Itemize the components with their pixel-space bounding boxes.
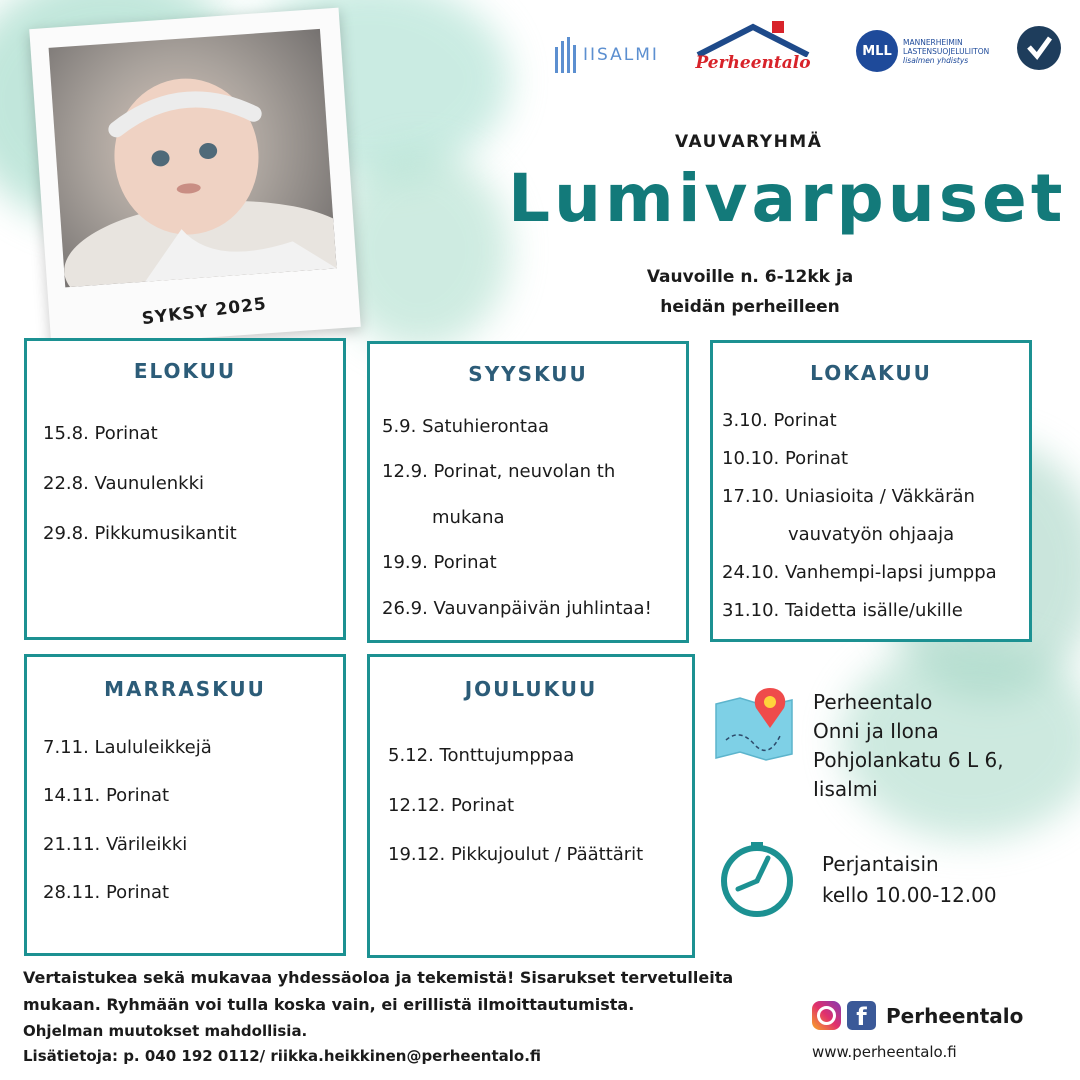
location-line1: Perheentalo bbox=[813, 690, 933, 714]
social-links bbox=[812, 1001, 1023, 1030]
event-item: 26.9. Vauvanpäivän juhlintaa! bbox=[382, 598, 652, 619]
season-caption: SYKSY 2025 bbox=[140, 294, 268, 330]
month-box-syyskuu bbox=[367, 341, 689, 643]
month-heading-joulukuu: JOULUKUU bbox=[464, 677, 598, 701]
month-heading-elokuu: ELOKUU bbox=[133, 359, 237, 383]
iisalmi-emblem-icon bbox=[553, 37, 579, 73]
time-info bbox=[822, 849, 997, 911]
iisalmi-logo bbox=[553, 37, 659, 73]
footer-line2: mukaan. Ryhmään voi tulla koska vain, ei erillistä ilmoittautumista. bbox=[23, 995, 635, 1014]
time-line1: Perjantaisin bbox=[822, 852, 939, 876]
mll-logo bbox=[856, 30, 989, 72]
month-box-joulukuu bbox=[367, 654, 695, 958]
time-line2: kello 10.00-12.00 bbox=[822, 883, 997, 907]
iisalmi-logo-text: IISALMI bbox=[583, 45, 659, 65]
location-line2: Onni ja Ilona bbox=[813, 719, 939, 743]
event-item: 5.12. Tonttujumppaa bbox=[388, 745, 575, 766]
group-type-label: VAUVARYHMÄ bbox=[675, 132, 823, 152]
event-item-continued: mukana bbox=[432, 507, 505, 528]
month-box-marraskuu bbox=[24, 654, 346, 956]
event-item: 22.8. Vaunulenkki bbox=[43, 473, 205, 494]
event-item-continued: vauvatyön ohjaaja bbox=[788, 524, 955, 545]
check-seal-icon bbox=[1016, 25, 1062, 71]
mll-line1: MANNERHEIMIN bbox=[903, 37, 963, 47]
month-heading-syyskuu: SYYSKUU bbox=[468, 362, 588, 386]
footer-line4: Lisätietoja: p. 040 192 0112/ riikka.heikkinen@perheentalo.fi bbox=[23, 1047, 542, 1065]
event-item: 12.9. Porinat, neuvolan th bbox=[382, 461, 616, 482]
event-item: 15.8. Porinat bbox=[43, 423, 158, 444]
location-info bbox=[813, 688, 1004, 804]
event-item: 29.8. Pikkumusikantit bbox=[43, 523, 237, 544]
location-line4: Iisalmi bbox=[813, 777, 878, 801]
house-roof-icon bbox=[694, 21, 812, 57]
event-item: 19.12. Pikkujoulut / Päättärit bbox=[388, 844, 644, 865]
mll-logo-letters: MLL bbox=[862, 43, 892, 59]
mll-logo-text bbox=[903, 38, 989, 65]
month-box-lokakuu bbox=[710, 340, 1032, 642]
event-item: 5.9. Satuhierontaa bbox=[382, 416, 550, 437]
target-audience-line1: Vauvoille n. 6-12kk ja bbox=[646, 267, 854, 287]
event-item: 24.10. Vanhempi-lapsi jumppa bbox=[722, 562, 997, 583]
target-audience bbox=[610, 262, 890, 322]
event-item: 17.10. Uniasioita / Väkkärän bbox=[722, 486, 975, 507]
mll-line2: LASTENSUOJELULIITON bbox=[903, 46, 990, 56]
event-item: 31.10. Taidetta isälle/ukille bbox=[722, 600, 963, 621]
event-item: 28.11. Porinat bbox=[43, 882, 170, 903]
target-audience-line2: heidän perheilleen bbox=[660, 297, 840, 317]
footer-line1: Vertaistukea sekä mukavaa yhdessäoloa ja tekemistä! Sisarukset tervetulleita bbox=[23, 968, 734, 987]
event-item: 19.9. Porinat bbox=[382, 552, 497, 573]
website-link[interactable]: www.perheentalo.fi bbox=[812, 1043, 957, 1061]
perheentalo-logo bbox=[693, 21, 813, 85]
baby-photo bbox=[49, 29, 337, 287]
group-title: Lumivarpuset bbox=[508, 160, 1067, 237]
event-item: 14.11. Porinat bbox=[43, 785, 170, 806]
event-item: 3.10. Porinat bbox=[722, 410, 837, 431]
instagram-icon[interactable] bbox=[812, 1001, 841, 1030]
partner-logos bbox=[548, 25, 1068, 85]
month-heading-lokakuu: LOKAKUU bbox=[810, 361, 932, 385]
month-heading-marraskuu: MARRASKUU bbox=[104, 677, 266, 701]
check-seal-logo bbox=[1016, 25, 1062, 71]
clock-icon bbox=[718, 842, 796, 920]
mll-logo-circle bbox=[856, 30, 898, 72]
event-item: 12.12. Porinat bbox=[388, 795, 515, 816]
month-box-elokuu bbox=[24, 338, 346, 640]
baby-illustration bbox=[49, 29, 337, 287]
mll-line3: Iisalmen yhdistys bbox=[903, 55, 969, 65]
map-pin-icon bbox=[714, 688, 794, 768]
facebook-icon[interactable]: f bbox=[847, 1001, 876, 1030]
event-item: 7.11. Laululeikkejä bbox=[43, 737, 212, 758]
polaroid-photo-frame bbox=[29, 8, 361, 349]
footer-line3: Ohjelman muutokset mahdollisia. bbox=[23, 1022, 308, 1040]
location-line3: Pohjolankatu 6 L 6, bbox=[813, 748, 1004, 772]
event-item: 21.11. Värileikki bbox=[43, 834, 188, 855]
social-name: Perheentalo bbox=[886, 1003, 1024, 1028]
perheentalo-logo-text: Perheentalo bbox=[695, 53, 811, 73]
event-item: 10.10. Porinat bbox=[722, 448, 849, 469]
